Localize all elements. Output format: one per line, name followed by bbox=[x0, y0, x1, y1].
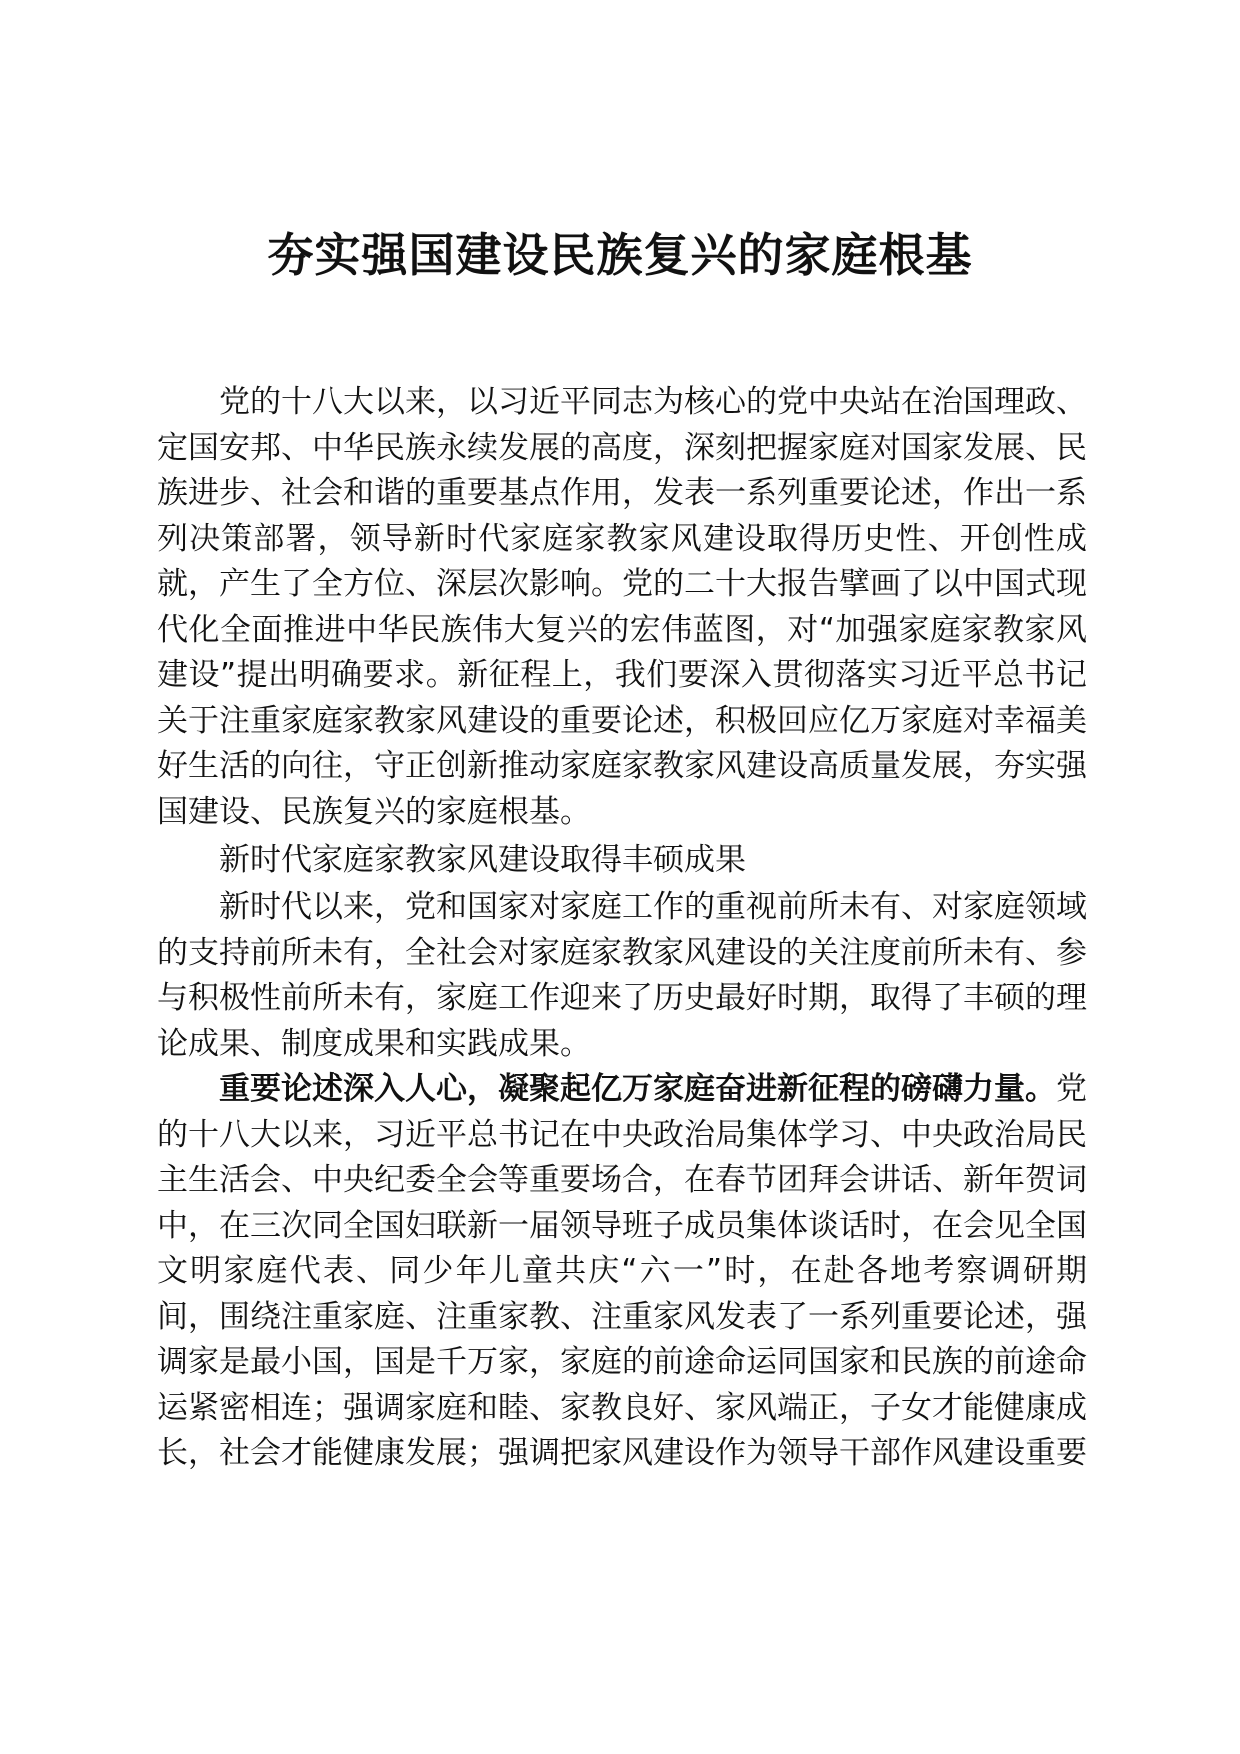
section-paragraph: 新时代以来，党和国家对家庭工作的重视前所未有、对家庭领域的支持前所未有，全社会对家庭家教家风建设的关注度前所未有、参与积极性前所未有，家庭工作迎来了历史最好时期，取得了丰硕的理论成果、制度成果和实践成果。 bbox=[157, 889, 1087, 1062]
subsection-lead: 重要论述深入人心，凝聚起亿万家庭奋进新征程的磅礴力量。 bbox=[219, 1071, 1056, 1107]
subsection-text: 党的十八大以来，习近平总书记在中央政治局集体学习、中央政治局民主生活会、中央纪委全会等重要场合，在春节团拜会讲话、新年贺词中，在三次同全国妇联新一届领导班子成员集体谈话时，在会见全国文明家庭代表、同少年儿童共庆“六一”时，在赴各地考察调研期间，围绕注重家庭、注重家教、注重家风发表了一系列重要论述，强调家是最小国，国是千万家，家庭的前途命运同国家和民族的前途命运紧密相连；强调家庭和睦、家教良好、家风端正，子女才能健康成长，社会才能健康发展；强调把家风建设作为领导干部作风建设重要 bbox=[157, 1071, 1087, 1471]
section-heading: 新时代家庭家教家风建设取得丰硕成果 bbox=[219, 842, 746, 878]
subsection-paragraph bbox=[157, 1067, 1087, 1477]
document-title: 夯实强国建设民族复兴的家庭根基 bbox=[267, 228, 973, 282]
document-body bbox=[157, 380, 1087, 1477]
intro-paragraph: 党的十八大以来，以习近平同志为核心的党中央站在治国理政、定国安邦、中华民族永续发展的高度，深刻把握家庭对国家发展、民族进步、社会和谐的重要基点作用，发表一系列重要论述，作出一系列决策部署，领导新时代家庭家教家风建设取得历史性、开创性成就，产生了全方位、深层次影响。党的二十大报告擘画了以中国式现代化全面推进中华民族伟大复兴的宏伟蓝图，对“加强家庭家教家风建设”提出明确要求。新征程上，我们要深入贯彻落实习近平总书记关于注重家庭家教家风建设的重要论述，积极回应亿万家庭对幸福美好生活的向往，守正创新推动家庭家教家风建设高质量发展，夯实强国建设、民族复兴的家庭根基。 bbox=[157, 384, 1087, 830]
